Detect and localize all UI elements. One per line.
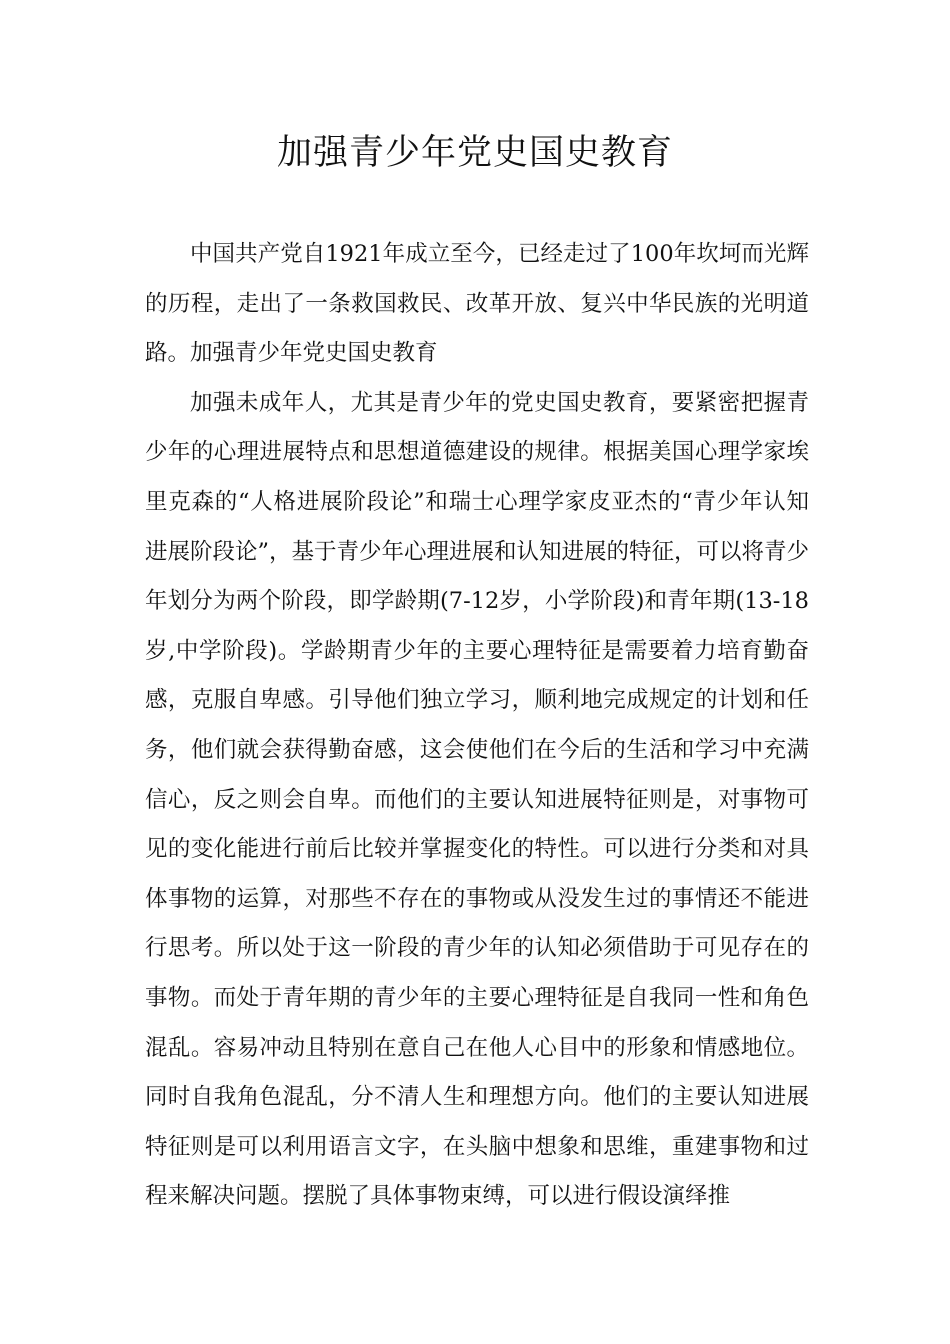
- document-body: [145, 230, 809, 1222]
- paragraph-main: 加强未成年人，尤其是青少年的党史国史教育，要紧密把握青少年的心理进展特点和思想道德建设的规律。根据美国心理学家埃里克森的“人格进展阶段论”和瑞士心理学家皮亚杰的“青少年认知进展阶段论”，基于青少年心理进展和认知进展的特征，可以将青少年划分为两个阶段，即学龄期(7-12岁，小学阶段)和青年期(13-18岁,中学阶段)。学龄期青少年的主要心理特征是需要着力培育勤奋感，克服自卑感。引导他们独立学习，顺利地完成规定的计划和任务，他们就会获得勤奋感，这会使他们在今后的生活和学习中充满信心，反之则会自卑。而他们的主要认知进展特征则是，对事物可见的变化能进行前后比较并掌握变化的特性。可以进行分类和对具体事物的运算，对那些不存在的事物或从没发生过的事情还不能进行思考。所以处于这一阶段的青少年的认知必须借助于可见存在的事物。而处于青年期的青少年的主要心理特征是自我同一性和角色混乱。容易冲动且特别在意自己在他人心目中的形象和情感地位。同时自我角色混乱，分不清人生和理想方向。他们的主要认知进展特征则是可以利用语言文字，在头脑中想象和思维，重建事物和过程来解决问题。摆脱了具体事物束缚，可以进行假设演绎推: [145, 389, 810, 1210]
- document-title: 加强青少年党史国史教育: [276, 133, 673, 173]
- paragraph-intro: 中国共产党自1921年成立至今，已经走过了100年坎坷而光辉的历程，走出了一条救国救民、改革开放、复兴中华民族的光明道路。加强青少年党史国史教育: [145, 241, 809, 367]
